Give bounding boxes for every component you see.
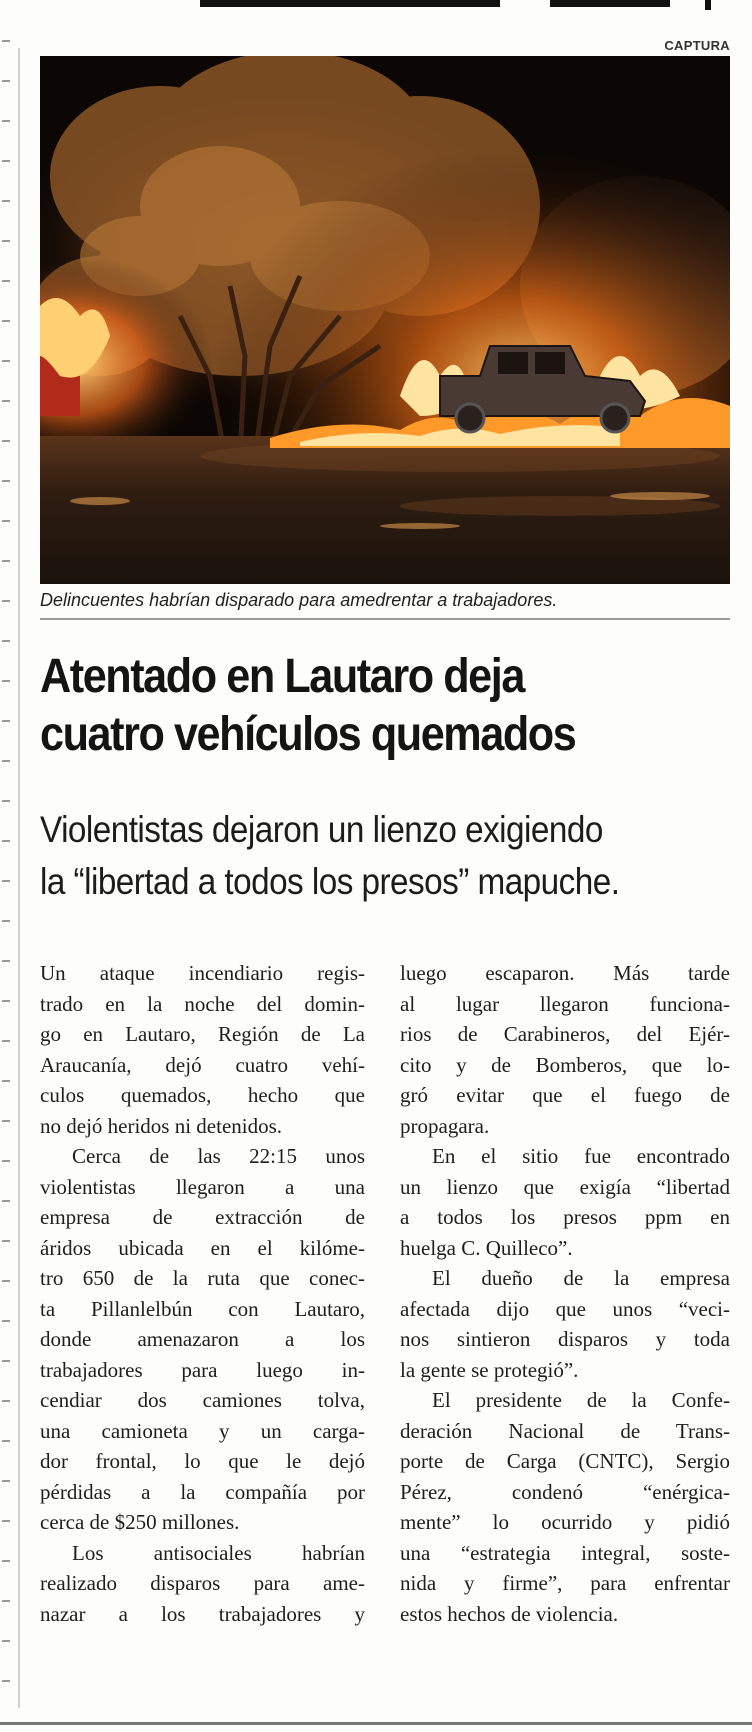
body-line: El presidente de la Confe-: [432, 1388, 730, 1412]
body-line: cerca de $250 millones.: [40, 1510, 240, 1534]
body-column-left: [40, 958, 365, 1629]
body-line: Los antisociales habrían: [72, 1540, 365, 1565]
body-line: En el sitio fue encontrado: [432, 1144, 730, 1168]
body-line: deración Nacional de Trans-: [400, 1418, 730, 1443]
body-line: donde amenazaron a los: [40, 1327, 365, 1351]
subhead-line-2: la “libertad a todos los presos” mapuche.: [40, 861, 620, 902]
photo-caption: Delincuentes habrían disparado para amedrentar a trabajadores.: [40, 590, 558, 610]
fire-photo: [40, 56, 730, 584]
fold-ticks: [2, 40, 10, 1720]
left-column-rule: [18, 48, 20, 1708]
body-line: trabajadores para luego in-: [40, 1357, 365, 1382]
body-line: a todos los presos ppm en: [400, 1205, 730, 1229]
subhead-line-1: Violentistas dejaron un lienzo exigiendo: [40, 809, 603, 850]
body-line: Un ataque incendiario regis-: [40, 961, 365, 985]
headline: [40, 648, 729, 764]
body-line: nazar a los trabajadores y: [40, 1601, 365, 1626]
body-line: huelga C. Quilleco”.: [400, 1235, 573, 1260]
body-line: dor frontal, lo que le dejó: [40, 1449, 365, 1473]
subheadline: [40, 804, 729, 908]
body-line: tro 650 de la ruta que conec-: [40, 1266, 365, 1290]
body-column-right: [400, 958, 730, 1629]
body-line: go en Lautaro, Región de La: [40, 1022, 365, 1046]
body-line: cito y de Bomberos, que lo-: [400, 1052, 730, 1077]
body-line: una “estrategia integral, soste-: [400, 1540, 730, 1565]
body-line: una camioneta y un carga-: [40, 1418, 365, 1443]
body-line: pérdidas a la compañía por: [40, 1479, 365, 1504]
body-line: rios de Carabineros, del Ejér-: [400, 1022, 730, 1046]
bottom-border: [0, 1722, 752, 1725]
body-line: violentistas llegaron a una: [40, 1174, 365, 1199]
body-line: afectada dijo que unos “veci-: [400, 1296, 730, 1321]
body-line: trado en la noche del domin-: [40, 991, 365, 1016]
body-line: nida y firme”, para enfrentar: [400, 1571, 730, 1595]
body-line: nos sintieron disparos y toda: [400, 1327, 730, 1351]
body-line: la gente se protegió”.: [400, 1357, 579, 1382]
cut-header-strip: [200, 0, 720, 8]
headline-line-2: cuatro vehículos quemados: [40, 708, 576, 761]
body-line: al lugar llegaron funciona-: [400, 991, 730, 1016]
body-line: gró evitar que el fuego de: [400, 1083, 730, 1107]
body-line: no dejó heridos ni detenidos.: [40, 1113, 283, 1138]
body-line: un lienzo que exigía “libertad: [400, 1174, 730, 1199]
body-line: cendiar dos camiones tolva,: [40, 1388, 365, 1412]
body-line: Pérez, condenó “enérgica-: [400, 1479, 730, 1504]
body-line: Araucanía, dejó cuatro vehí-: [40, 1052, 365, 1077]
body-line: El dueño de la empresa: [432, 1266, 730, 1290]
body-line: luego escaparon. Más tarde: [400, 961, 730, 985]
body-line: ta Pillanlelbún con Lautaro,: [40, 1296, 365, 1321]
body-line: empresa de extracción de: [40, 1205, 365, 1229]
body-line: estos hechos de violencia.: [400, 1601, 619, 1626]
body-line: realizado disparos para ame-: [40, 1571, 365, 1595]
body-line: mente” lo ocurrido y pidió: [400, 1510, 730, 1534]
photo-credit: CAPTURA: [664, 38, 730, 53]
caption-divider: [40, 618, 730, 620]
body-line: áridos ubicada en el kilóme-: [40, 1235, 365, 1260]
body-line: culos quemados, hecho que: [40, 1083, 365, 1107]
headline-line-1: Atentado en Lautaro deja: [40, 650, 524, 703]
body-line: porte de Carga (CNTC), Sergio: [400, 1449, 730, 1473]
body-line: Cerca de las 22:15 unos: [72, 1144, 365, 1168]
body-line: propagara.: [400, 1113, 490, 1138]
